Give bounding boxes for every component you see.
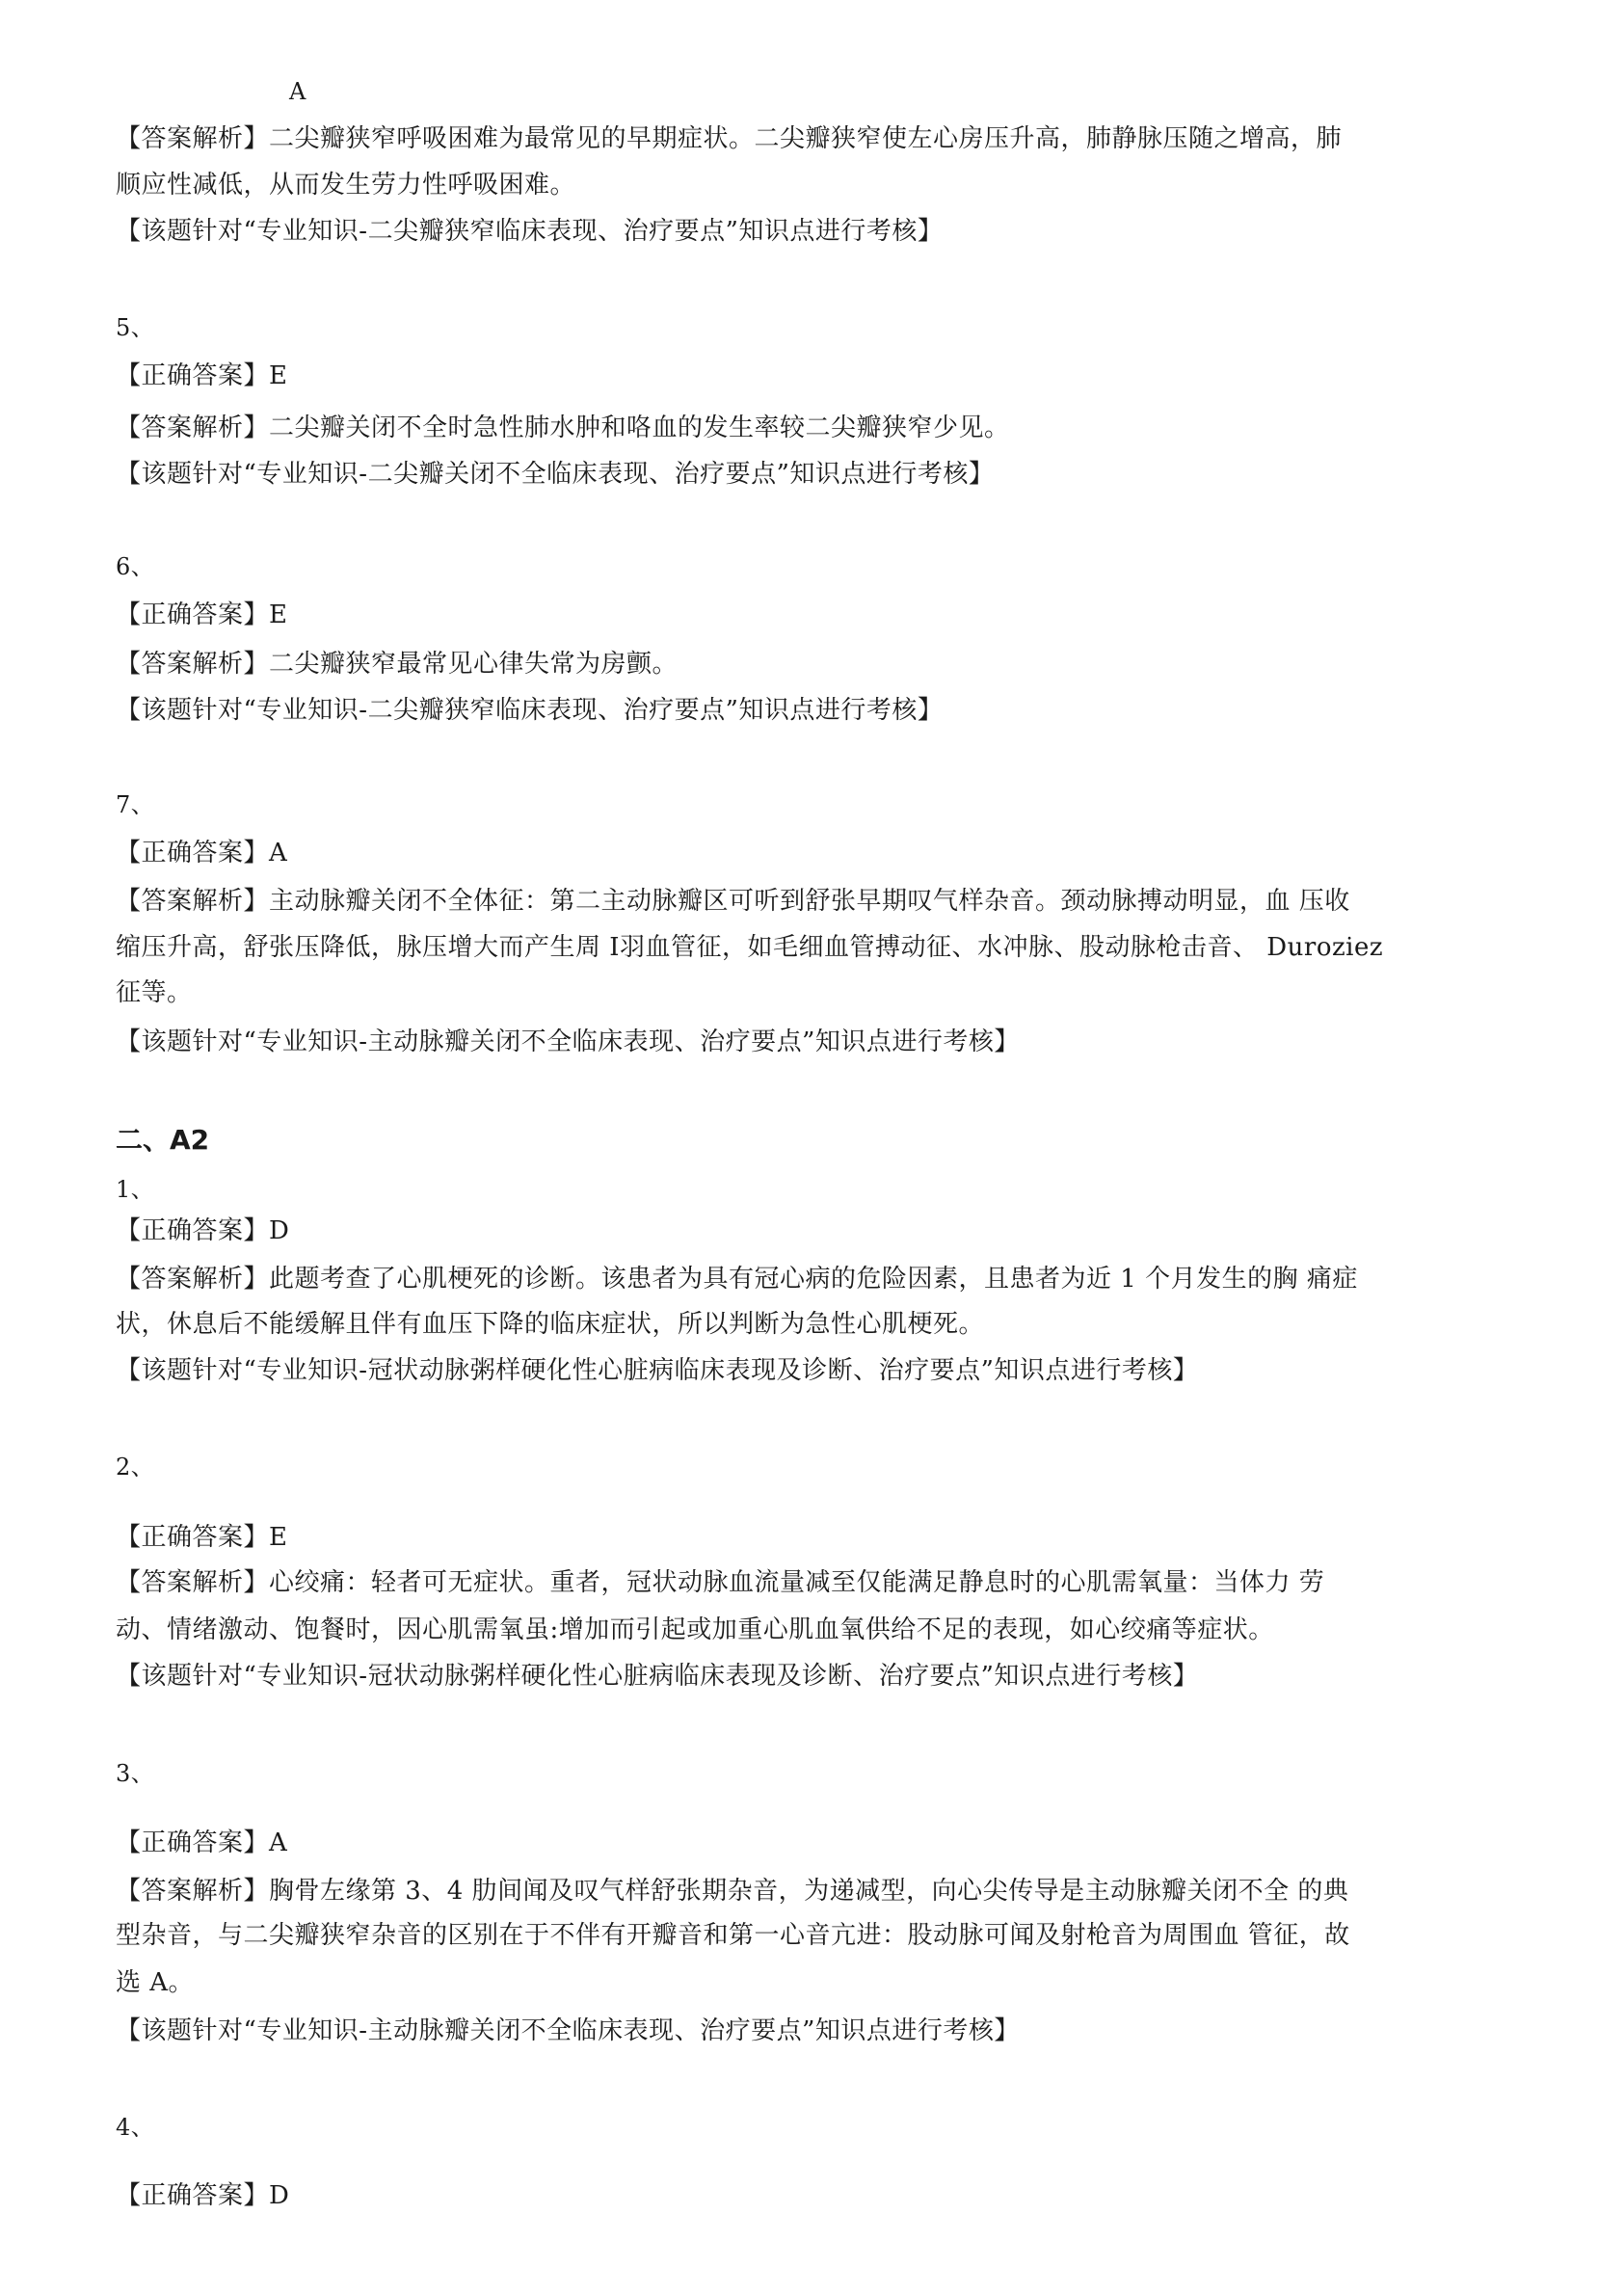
question-number: 6、 bbox=[116, 553, 155, 580]
topic-note: 【该题针对“专业知识-主动脉瓣关闭不全临床表现、治疗要点”知识点进行考核】 bbox=[116, 1027, 1020, 1056]
question-number: 5、 bbox=[116, 314, 155, 341]
explanation-line: 顺应性减低，从而发生劳力性呼吸困难。 bbox=[116, 171, 576, 200]
section-heading: 二、A2 bbox=[116, 1124, 210, 1156]
explanation-line: 【答案解析】主动脉瓣关闭不全体征：第二主动脉瓣区可听到舒张早期叹气样杂音。颈动脉搏动明显，血 压收 bbox=[116, 887, 1350, 916]
explanation-line: 【答案解析】此题考查了心肌梗死的诊断。该患者为具有冠心病的危险因素，且患者为近 1 个月发生的胸 痛症 bbox=[116, 1265, 1358, 1294]
correct-answer: 【正确答案】A bbox=[116, 1828, 288, 1857]
question-number: 1、 bbox=[116, 1176, 155, 1203]
explanation-line: 缩压升高，舒张压降低，脉压增大而产生周 I羽血管征，如毛细血管搏动征、水冲脉、股动脉枪击音、 Duroziez bbox=[116, 933, 1384, 962]
correct-answer: 【正确答案】E bbox=[116, 600, 288, 629]
correct-answer: 【正确答案】E bbox=[116, 361, 288, 390]
explanation-line: 选 A。 bbox=[116, 1968, 195, 1997]
question-number: 7、 bbox=[116, 791, 155, 818]
explanation-line: 【答案解析】二尖瓣狭窄最常见心律失常为房颤。 bbox=[116, 650, 679, 679]
explanation-line: 【答案解析】二尖瓣狭窄呼吸困难为最常见的早期症状。二尖瓣狭窄使左心房压升高，肺静脉压随之增高，肺 bbox=[116, 124, 1343, 153]
topic-note: 【该题针对“专业知识-冠状动脉粥样硬化性心脏病临床表现及诊断、治疗要点”知识点进行考核】 bbox=[116, 1356, 1199, 1385]
explanation-line: 动、情绪激动、饱餐时，因心肌需氧虽:增加而引起或加重心肌血氧供给不足的表现，如心绞痛等症状。 bbox=[116, 1615, 1274, 1644]
question-number: 3、 bbox=[116, 1760, 155, 1787]
correct-answer: 【正确答案】E bbox=[116, 1523, 288, 1552]
question-number: 4、 bbox=[116, 2114, 155, 2141]
explanation-line: 【答案解析】二尖瓣关闭不全时急性肺水肿和咯血的发生率较二尖瓣狭窄少见。 bbox=[116, 414, 1010, 442]
topic-note: 【该题针对“专业知识-二尖瓣关闭不全临床表现、治疗要点”知识点进行考核】 bbox=[116, 460, 995, 489]
correct-answer: 【正确答案】D bbox=[116, 2181, 290, 2210]
explanation-line: 【答案解析】心绞痛：轻者可无症状。重者，冠状动脉血流量减至仅能满足静息时的心肌需氧量：当体力 劳 bbox=[116, 1568, 1325, 1597]
topic-note: 【该题针对“专业知识-冠状动脉粥样硬化性心脏病临床表现及诊断、治疗要点”知识点进行考核】 bbox=[116, 1662, 1199, 1691]
explanation-line: 状，休息后不能缓解且伴有血压下降的临床症状，所以判断为急性心肌梗死。 bbox=[116, 1310, 985, 1339]
previous-answer-letter: A bbox=[289, 78, 306, 105]
correct-answer: 【正确答案】A bbox=[116, 839, 288, 867]
topic-note: 【该题针对“专业知识-主动脉瓣关闭不全临床表现、治疗要点”知识点进行考核】 bbox=[116, 2016, 1020, 2045]
topic-note: 【该题针对“专业知识-二尖瓣狭窄临床表现、治疗要点”知识点进行考核】 bbox=[116, 696, 944, 725]
explanation-line: 型杂音，与二尖瓣狭窄杂音的区别在于不伴有开瓣音和第一心音亢进：股动脉可闻及射枪音为周围血 管征，故 bbox=[116, 1921, 1350, 1950]
explanation-line: 【答案解析】胸骨左缘第 3、4 肋间闻及叹气样舒张期杂音，为递减型，向心尖传导是主动脉瓣关闭不全 的典 bbox=[116, 1877, 1349, 1906]
topic-note: 【该题针对“专业知识-二尖瓣狭窄临床表现、治疗要点”知识点进行考核】 bbox=[116, 217, 944, 246]
correct-answer: 【正确答案】D bbox=[116, 1216, 290, 1245]
question-number: 2、 bbox=[116, 1454, 155, 1481]
explanation-line: 征等。 bbox=[116, 978, 193, 1007]
